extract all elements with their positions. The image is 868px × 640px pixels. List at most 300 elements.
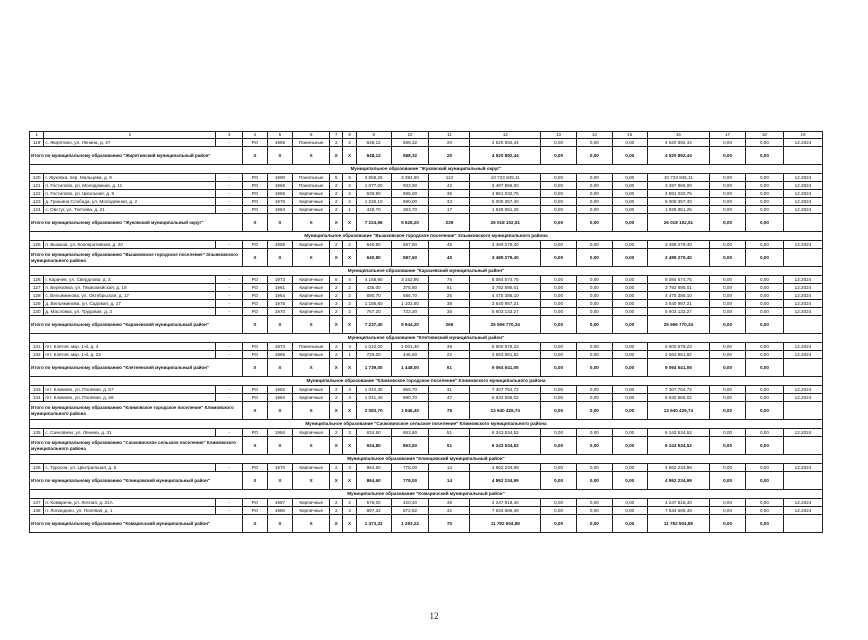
table-cell: 0,00 (710, 472, 746, 490)
table-cell: Панельные (293, 343, 330, 351)
table-cell: 91 (429, 284, 470, 292)
table-cell: 0,00 (710, 402, 746, 420)
table-cell: 3 489 279,40 (647, 249, 709, 267)
table-cell: X (243, 402, 268, 420)
table-row (30, 308, 823, 316)
section-title: Муниципальное образование "Карачевский муниципальный район" (30, 267, 823, 276)
table-cell: Панельные (293, 182, 330, 190)
table-cell: - (216, 386, 243, 394)
table-row (30, 198, 823, 206)
table-cell: 1 226,10 (356, 198, 391, 206)
table-row (30, 386, 823, 394)
table-cell: 4 862 234,99 (470, 464, 541, 472)
table-cell: 0,00 (745, 284, 783, 292)
table-cell: 863,60 (391, 437, 429, 455)
table-cell: Кирпичные (293, 351, 330, 359)
address-cell: п. Березовка, ул. Первомайская, д. 18 (44, 284, 216, 292)
table-cell: 112 (429, 174, 470, 182)
column-number: 13 (541, 132, 577, 139)
table-cell: Кирпичные (293, 499, 330, 507)
table-cell: 239 (429, 214, 470, 232)
table-cell: X (343, 249, 356, 267)
table-cell: 2 (343, 182, 356, 190)
table-cell: 0,00 (576, 394, 612, 402)
table-cell: 6 500 679,23 (647, 343, 709, 351)
table-cell: 0,00 (612, 139, 647, 147)
column-number: 18 (745, 132, 783, 139)
table-cell: 0,00 (541, 499, 577, 507)
subtotal-label: Итого по муниципальному образованию "Климовское городское поселение" Климовского муниципального района (30, 402, 243, 420)
table-cell: X (330, 214, 343, 232)
table-cell: 12.2024 (783, 139, 822, 147)
subtotal-row (30, 316, 823, 334)
table-cell: 4 861 032,75 (470, 190, 541, 198)
table-cell: - (216, 464, 243, 472)
table-cell: 0,00 (745, 139, 783, 147)
table-cell: - (216, 198, 243, 206)
table-cell: 0,00 (710, 198, 746, 206)
table-cell: Кирпичные (293, 198, 330, 206)
table-cell: 0,00 (745, 214, 783, 232)
table-cell: 0,00 (612, 437, 647, 455)
table-cell: 45 (429, 249, 470, 267)
table-cell: 0,00 (745, 472, 783, 490)
table-cell: 0,00 (576, 147, 612, 165)
table-cell: 3 489 279,40 (470, 241, 541, 249)
table-cell: РО (243, 300, 268, 308)
table-cell: 0,00 (576, 429, 612, 437)
table-cell: 0,00 (745, 464, 783, 472)
table-cell: - (216, 206, 243, 214)
table-cell: 33 (429, 198, 470, 206)
table-cell: 0,00 (576, 182, 612, 190)
table-cell: 767,20 (356, 308, 391, 316)
table-cell: 0,00 (745, 316, 783, 334)
table-cell: 1 077,00 (356, 182, 391, 190)
subtotal-row (30, 437, 823, 455)
table-cell: 3 792 695,01 (470, 284, 541, 292)
table-cell: 6 243 534,52 (647, 437, 709, 455)
table-row (30, 507, 823, 515)
table-cell: - (216, 499, 243, 507)
table-cell: 0,00 (710, 343, 746, 351)
table-cell: 129 (30, 300, 44, 308)
table-cell: X (343, 515, 356, 533)
subtotal-label: Итого по муниципальному образованию "Клинцовский муниципальный район" (30, 472, 243, 490)
table-cell: 0,00 (710, 300, 746, 308)
table-cell: 990,70 (391, 394, 429, 402)
table-cell: 0,00 (710, 214, 746, 232)
column-number: 9 (356, 132, 391, 139)
column-number: 19 (783, 132, 822, 139)
table-cell: 119 (30, 139, 44, 147)
table-cell: - (216, 429, 243, 437)
address-cell: п. Комаричи, ул. Лесная, д. 21А (44, 499, 216, 507)
table-cell: X (330, 359, 343, 377)
table-cell: 5 006 357,40 (470, 198, 541, 206)
table-cell: X (267, 147, 293, 165)
table-cell: 2 (343, 300, 356, 308)
address-cell: с. Овстуг, ул. Тютчева, д. 21 (44, 206, 216, 214)
table-cell: 26 018 102,51 (470, 214, 541, 232)
table-cell: Кирпичные (293, 190, 330, 198)
table-cell: - (216, 241, 243, 249)
table-row (30, 206, 823, 214)
table-cell: РО (243, 206, 268, 214)
table-cell (783, 402, 822, 420)
table-cell: 6 632 665,02 (647, 394, 709, 402)
table-cell: 134 (30, 394, 44, 402)
address-cell: д. Вельяминова, ул. Садовая, д. 17 (44, 300, 216, 308)
table-cell: 2 (330, 206, 343, 214)
table-cell: 1984 (267, 429, 293, 437)
table-cell: 2 (330, 198, 343, 206)
table-cell: 1987 (267, 499, 293, 507)
table-cell: 12.2024 (783, 174, 822, 182)
address-cell: п. Вышков, ул. Кооперативная, д. 20 (44, 241, 216, 249)
column-number-row (30, 132, 823, 139)
table-cell: 12.2024 (783, 429, 822, 437)
table-cell: 0,00 (541, 308, 577, 316)
table-cell: X (293, 316, 330, 334)
table-cell: X (293, 402, 330, 420)
table-cell: X (343, 214, 356, 232)
table-cell: 0,00 (576, 437, 612, 455)
table-cell: X (293, 359, 330, 377)
table-cell: 933,90 (391, 182, 429, 190)
table-cell: X (343, 472, 356, 490)
table-cell: 0,00 (541, 351, 577, 359)
table-cell: 45 (429, 241, 470, 249)
table-cell (783, 147, 822, 165)
table-cell: 2 (330, 343, 343, 351)
table-cell: 2 (330, 386, 343, 394)
table-cell: 0,00 (576, 241, 612, 249)
table-cell: X (343, 147, 356, 165)
table-cell: 2 (330, 139, 343, 147)
table-cell: 1970 (267, 308, 293, 316)
column-number: 12 (470, 132, 541, 139)
table-cell: 51 (429, 437, 470, 455)
table-cell: 0,00 (576, 276, 612, 284)
table-cell: 4 475 386,10 (470, 292, 541, 300)
table-cell: 7 237,40 (356, 316, 391, 334)
table-cell: 0,00 (541, 182, 577, 190)
table-cell: 0,00 (541, 300, 577, 308)
table-cell (783, 249, 822, 267)
table-cell: РО (243, 241, 268, 249)
table-cell: 778,00 (391, 464, 429, 472)
table-cell: 32 (429, 507, 470, 515)
table-cell: 0,00 (541, 472, 577, 490)
table-cell: 0,00 (541, 276, 577, 284)
subtotal-row (30, 359, 823, 377)
table-cell: 0,00 (745, 429, 783, 437)
table-cell: 648,12 (356, 139, 391, 147)
table-cell: X (267, 316, 293, 334)
table-row (30, 182, 823, 190)
table-cell: 690,70 (356, 292, 391, 300)
subtotal-label: Итого по муниципальному образованию "Клетнянский муниципальный район" (30, 359, 243, 377)
table-cell: 5 944,20 (391, 316, 429, 334)
table-cell: 0,00 (612, 198, 647, 206)
table-cell: 0,00 (612, 276, 647, 284)
table-cell: 70 (429, 515, 470, 533)
table-cell: 0,00 (745, 308, 783, 316)
table-cell: 3 792 695,01 (647, 284, 709, 292)
table-cell: 0,00 (745, 402, 783, 420)
table-row (30, 284, 823, 292)
subtotal-label: Итого по муниципальному образованию "Вышковское городское поселение" Злынковского муниципального района (30, 249, 243, 267)
table-cell: 2 (330, 284, 343, 292)
table-cell: 6 500 679,23 (470, 343, 541, 351)
table-cell: 0,00 (612, 300, 647, 308)
column-number: 4 (243, 132, 268, 139)
table-cell: 0,00 (612, 343, 647, 351)
table-cell: Кирпичные (293, 284, 330, 292)
table-cell: 0,00 (745, 182, 783, 190)
table-cell: 0,00 (541, 386, 577, 394)
table-cell: 0,00 (541, 214, 577, 232)
table-cell: X (243, 214, 268, 232)
table-cell: 0,00 (710, 351, 746, 359)
table-cell: 6 243 534,52 (470, 429, 541, 437)
table-row (30, 394, 823, 402)
section-header-row (30, 165, 823, 174)
table-cell: 0,00 (576, 292, 612, 300)
table-cell: X (243, 316, 268, 334)
table-cell: 0,00 (612, 292, 647, 300)
table-cell: 0,00 (612, 147, 647, 165)
table-cell: РО (243, 343, 268, 351)
address-cell: с. Вельяминова, ул. Октябрьская, д. 17 (44, 292, 216, 300)
table-cell: 0,00 (710, 206, 746, 214)
table-row (30, 429, 823, 437)
table-cell: 31 (429, 386, 470, 394)
table-cell: 863,60 (391, 429, 429, 437)
table-cell: 375,60 (391, 284, 429, 292)
table-cell: 0,00 (745, 507, 783, 515)
table-row (30, 464, 823, 472)
table-cell: Кирпичные (293, 507, 330, 515)
column-number: 8 (343, 132, 356, 139)
table-cell: 4 520 892,44 (470, 139, 541, 147)
table-cell: 14 (429, 472, 470, 490)
table-cell: 0,00 (576, 515, 612, 533)
table-cell: 4 862 234,99 (647, 472, 709, 490)
table-cell: 0,00 (612, 402, 647, 420)
table-cell: 4 475 386,10 (647, 292, 709, 300)
table-cell: 0,00 (710, 429, 746, 437)
table-cell: 8 084 574,75 (470, 276, 541, 284)
column-number: 7 (330, 132, 343, 139)
table-cell: 0,00 (612, 386, 647, 394)
table-cell: 0,00 (612, 284, 647, 292)
table-cell: 12.2024 (783, 206, 822, 214)
table-cell: 0,00 (710, 507, 746, 515)
table-cell: 0,00 (612, 249, 647, 267)
table-cell: 12.2024 (783, 241, 822, 249)
table-cell: Панельные (293, 139, 330, 147)
table-cell: 13 940 429,74 (470, 402, 541, 420)
table-cell: 0,00 (576, 249, 612, 267)
table-cell: 2 (330, 464, 343, 472)
table-cell: 11 782 504,89 (470, 515, 541, 533)
table-cell: 640,80 (356, 241, 391, 249)
subtotal-label: Итого по муниципальному образованию "Комаричский муниципальный район" (30, 515, 243, 533)
table-cell: 4 862 234,99 (470, 472, 541, 490)
table-cell: X (330, 437, 343, 455)
table-cell: 3 (343, 343, 356, 351)
table-cell: 897,32 (356, 507, 391, 515)
table-cell: 690,00 (391, 198, 429, 206)
table-cell: 0,00 (576, 507, 612, 515)
section-title: Муниципальное образование "Климовское городское поселение" Климовского муниципального района (30, 377, 823, 386)
table-cell (783, 359, 822, 377)
table-cell: РО (243, 308, 268, 316)
table-cell: 26 018 102,51 (647, 214, 709, 232)
table-cell: 3 (343, 429, 356, 437)
table-cell: 0,00 (576, 386, 612, 394)
table-cell: 138 (30, 507, 44, 515)
table-cell: 5 006 357,40 (647, 198, 709, 206)
column-number: 11 (429, 132, 470, 139)
table-cell: 12.2024 (783, 507, 822, 515)
table-cell: X (293, 472, 330, 490)
table-cell: 0,00 (745, 386, 783, 394)
table-cell: 2 (343, 499, 356, 507)
table-cell: X (343, 402, 356, 420)
table-cell: 0,00 (612, 515, 647, 533)
table-cell: X (293, 214, 330, 232)
table-cell: 2 (343, 292, 356, 300)
table-cell: X (267, 472, 293, 490)
table-cell: 7 534 686,49 (647, 507, 709, 515)
subtotal-row (30, 147, 823, 165)
table-cell: 3 489 279,40 (647, 241, 709, 249)
column-number: 3 (216, 132, 243, 139)
table-cell: 0,00 (541, 206, 577, 214)
table-cell: 3 162,90 (391, 276, 429, 284)
table-cell: X (243, 359, 268, 377)
table-cell: 1964 (267, 292, 293, 300)
table-cell: 1973 (267, 343, 293, 351)
table-cell: 588,32 (391, 147, 429, 165)
subtotal-label: Итого по муниципальному образованию "Сачковичское сельское поселение" Климовского муниципального района (30, 437, 243, 455)
table-cell: Кирпичные (293, 241, 330, 249)
table-cell: 934,80 (356, 429, 391, 437)
table-cell: 2 563 861,82 (470, 351, 541, 359)
table-cell: 0,00 (710, 499, 746, 507)
address-cell: пгт. Клетня, мкр. 1-й, д. 22 (44, 351, 216, 359)
table-cell: 0,00 (612, 214, 647, 232)
table-cell: - (216, 507, 243, 515)
table-cell: 1 185,60 (356, 300, 391, 308)
section-title: Муниципальное образование "Клетнянский муниципальный район" (30, 334, 823, 343)
table-cell: 4 (343, 276, 356, 284)
table-cell (783, 472, 822, 490)
table-cell: 1984 (267, 394, 293, 402)
table-cell: 778,00 (391, 472, 429, 490)
table-cell: - (216, 394, 243, 402)
table-cell: - (216, 182, 243, 190)
table-cell: - (216, 139, 243, 147)
table-cell: 0,00 (710, 182, 746, 190)
table-cell: X (243, 249, 268, 267)
table-cell: 446,60 (391, 351, 429, 359)
table-cell: 587,60 (391, 249, 429, 267)
table-cell: 4 861 032,75 (647, 190, 709, 198)
table-row (30, 499, 823, 507)
table-cell: 38 (429, 300, 470, 308)
table-cell: 0,00 (541, 174, 577, 182)
table-cell: 3 489 279,40 (470, 249, 541, 267)
table-cell: X (243, 472, 268, 490)
table-cell: 864,60 (356, 472, 391, 490)
table-cell: 0,00 (745, 276, 783, 284)
table-cell: 2 (330, 507, 343, 515)
table-cell: 1 928 951,25 (647, 206, 709, 214)
table-cell: 587,60 (391, 241, 429, 249)
table-cell: 20 (429, 139, 470, 147)
table-cell: Панельные (293, 174, 330, 182)
table-cell: 0,00 (576, 343, 612, 351)
table-cell: 136 (30, 464, 44, 472)
table-cell: X (293, 249, 330, 267)
table-cell: 0,00 (576, 206, 612, 214)
table-cell: 0,00 (612, 316, 647, 334)
table-body (30, 132, 823, 533)
table-cell: 0,00 (612, 182, 647, 190)
subtotal-label: Итого по муниципальному образованию "Жуковский муниципальный округ" (30, 214, 243, 232)
table-cell: 0,00 (710, 249, 746, 267)
table-cell: 3 (343, 394, 356, 402)
table-cell: 3 497 866,00 (470, 182, 541, 190)
table-cell: 0,00 (745, 198, 783, 206)
column-number: 2 (44, 132, 216, 139)
table-cell: 2 (343, 284, 356, 292)
table-cell: 1 928 951,25 (470, 206, 541, 214)
table-cell: 0,00 (541, 284, 577, 292)
table-cell: РО (243, 190, 268, 198)
subtotal-label: Итого по муниципальному образованию "Карачевский муниципальный район" (30, 316, 243, 334)
table-cell: РО (243, 174, 268, 182)
table-cell: 3 (330, 300, 343, 308)
section-header-row (30, 232, 823, 241)
table-cell: 0,00 (576, 499, 612, 507)
table-cell: X (330, 316, 343, 334)
table-cell: 0,00 (612, 190, 647, 198)
table-cell: 1961 (267, 284, 293, 292)
table-cell: РО (243, 464, 268, 472)
table-cell: 4 247 818,40 (647, 499, 709, 507)
table-cell: 0,00 (576, 308, 612, 316)
table-cell: X (267, 402, 293, 420)
table-cell: 125 (30, 241, 44, 249)
column-number: 16 (647, 132, 709, 139)
table-cell: 1984 (267, 206, 293, 214)
table-cell: 12.2024 (783, 499, 822, 507)
table-cell: 12.2024 (783, 284, 822, 292)
subtotal-row (30, 249, 823, 267)
section-title: Муниципальное образование "Жуковский муниципальный округ" (30, 165, 823, 174)
table-cell: 5 (330, 174, 343, 182)
table-cell: 25 596 770,34 (647, 316, 709, 334)
table-cell: 12.2024 (783, 394, 822, 402)
table-cell: 5 603 133,27 (470, 308, 541, 316)
table-cell: 0,00 (541, 437, 577, 455)
table-cell: 128 (30, 292, 44, 300)
